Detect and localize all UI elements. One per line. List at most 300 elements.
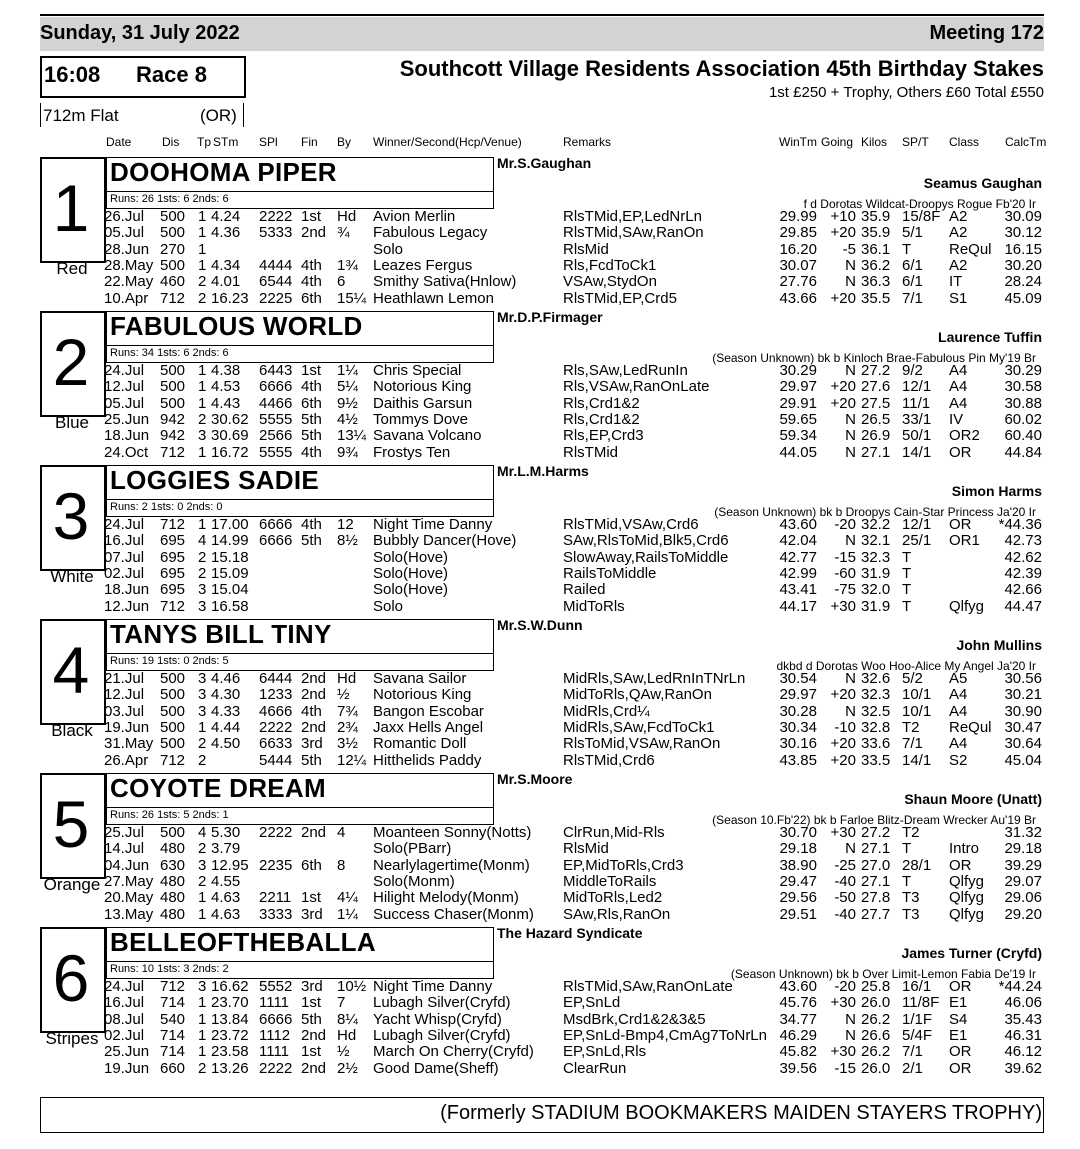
column-header: Class — [949, 135, 980, 149]
form-cell: ¾ — [337, 224, 350, 242]
form-cell: 13.26 — [211, 1059, 249, 1077]
form-cell: 27.8 — [861, 889, 891, 907]
form-cell: Rls,VSAw,RanOnLate — [563, 378, 710, 396]
form-cell: 500 — [160, 362, 186, 379]
form-row — [0, 445, 1080, 461]
form-cell: 4th — [301, 256, 322, 274]
form-cell: 4.36 — [211, 224, 241, 242]
form-cell: Savana Sailor — [373, 670, 467, 687]
name-box-divider — [106, 961, 494, 962]
form-cell: 3 — [198, 686, 207, 704]
form-cell: 35.43 — [1004, 1010, 1042, 1028]
form-cell: T — [902, 240, 912, 258]
form-cell: 6 — [337, 273, 346, 291]
form-cell: 1 — [198, 718, 207, 736]
form-cell: MidToRls — [563, 597, 625, 615]
form-cell: 05.Jul — [104, 224, 145, 242]
form-cell: 3 — [198, 581, 207, 599]
form-cell: MidRls,SAw,FcdToCk1 — [563, 718, 715, 736]
form-cell: 30.29 — [779, 362, 817, 379]
form-cell: Intro — [949, 840, 980, 858]
form-cell: Daithis Garsun — [373, 394, 473, 412]
form-cell: ClrRun,Mid-Rls — [563, 824, 665, 841]
form-cell: 30.21 — [1004, 686, 1042, 704]
trap-colour: White — [50, 567, 94, 586]
form-cell: 1st — [301, 994, 322, 1012]
form-cell: OR — [949, 443, 972, 461]
form-cell: 2 — [198, 410, 207, 428]
form-row — [0, 704, 1080, 720]
form-cell: 39.56 — [779, 1059, 817, 1077]
form-cell: +20 — [830, 394, 856, 412]
form-cell: 31.32 — [1004, 824, 1042, 841]
trap-number: 6 — [52, 941, 90, 1015]
form-row — [0, 209, 1080, 225]
form-cell: 1st — [301, 889, 322, 907]
owner-name: Mr.D.P.Firmager — [497, 309, 603, 325]
form-cell: MiddleToRails — [563, 872, 657, 890]
form-cell: RlsMid — [563, 840, 609, 858]
form-cell: 1 — [198, 1010, 207, 1028]
form-cell: 2/1 — [902, 1059, 923, 1077]
form-cell: 2222 — [259, 824, 293, 841]
form-cell: Solo — [373, 597, 404, 615]
form-cell: 1st — [301, 208, 322, 225]
form-cell: Bubbly Dancer(Hove) — [373, 532, 517, 550]
form-cell: A4 — [949, 735, 968, 753]
form-cell: Rls,FcdToCk1 — [563, 256, 657, 274]
form-cell: 4th — [301, 702, 322, 720]
form-cell: 712 — [160, 978, 186, 995]
form-cell: 16/1 — [902, 978, 932, 995]
trainer-name: Laurence Tuffin — [938, 329, 1042, 345]
form-cell: 5444 — [259, 751, 293, 769]
form-cell: 6th — [301, 394, 322, 412]
form-cell: 46.31 — [1004, 1026, 1042, 1044]
form-cell: 30.90 — [1004, 702, 1042, 720]
form-cell: 07.Jul — [104, 548, 145, 566]
form-cell: 695 — [160, 532, 186, 550]
form-cell: 30.47 — [1004, 718, 1042, 736]
form-cell: 27.May — [104, 872, 154, 890]
form-cell: 27.1 — [861, 840, 891, 858]
form-cell: 02.Jul — [104, 1026, 145, 1044]
form-cell: VSAw,StydOn — [563, 273, 657, 291]
name-box-divider — [106, 345, 494, 346]
form-cell: 15/8F — [902, 208, 941, 225]
form-cell: 15.18 — [211, 548, 249, 566]
form-cell: 9½ — [337, 394, 358, 412]
form-cell: 59.65 — [779, 410, 817, 428]
form-cell: A4 — [949, 702, 968, 720]
form-cell: 30.34 — [779, 718, 817, 736]
form-cell: 23.58 — [211, 1043, 249, 1061]
form-cell: 46.29 — [779, 1026, 817, 1044]
form-cell: 30.88 — [1004, 394, 1042, 412]
form-cell: 26.5 — [861, 410, 891, 428]
form-cell: +30 — [830, 597, 856, 615]
form-cell: 26.6 — [861, 1026, 891, 1044]
form-cell: 4th — [301, 273, 322, 291]
form-cell: 43.85 — [779, 751, 817, 769]
form-row — [0, 566, 1080, 582]
column-header: SP/T — [902, 135, 929, 149]
form-cell: 4th — [301, 443, 322, 461]
form-cell: 29.99 — [779, 208, 817, 225]
form-row — [0, 550, 1080, 566]
form-cell: 695 — [160, 548, 186, 566]
race-time: 16:08 — [44, 62, 101, 87]
form-cell: 5¼ — [337, 378, 358, 396]
form-cell: Good Dame(Sheff) — [373, 1059, 499, 1077]
form-cell: 1 — [198, 378, 207, 396]
trap-number: 1 — [52, 171, 90, 245]
form-cell: 42.04 — [779, 532, 817, 550]
form-cell: 30.69 — [211, 427, 249, 445]
form-cell: 500 — [160, 686, 186, 704]
form-cell: 660 — [160, 1059, 186, 1077]
form-cell: ReQul — [949, 240, 992, 258]
form-row — [0, 671, 1080, 687]
form-cell: 10½ — [337, 978, 367, 995]
form-cell: 28.Jun — [104, 240, 150, 258]
form-cell: 1¼ — [337, 905, 358, 923]
form-cell: 12.Jun — [104, 597, 150, 615]
form-cell: 18.Jun — [104, 427, 150, 445]
form-cell: ReQul — [949, 718, 992, 736]
form-row — [0, 533, 1080, 549]
form-cell: 5552 — [259, 978, 293, 995]
form-cell: -10 — [834, 718, 856, 736]
form-cell: 25.Jun — [104, 410, 150, 428]
form-cell: MsdBrk,Crd1&2&3&5 — [563, 1010, 706, 1028]
form-cell: 500 — [160, 824, 186, 841]
name-box-divider — [106, 499, 494, 500]
form-cell: 4.63 — [211, 905, 241, 923]
form-cell: 32.3 — [861, 686, 891, 704]
form-cell: 2nd — [301, 1026, 327, 1044]
form-cell: 45.04 — [1004, 751, 1042, 769]
form-cell: 1st — [301, 362, 322, 379]
form-cell: 36.2 — [861, 256, 891, 274]
form-cell: 11/1 — [902, 394, 931, 412]
form-cell: 2566 — [259, 427, 293, 445]
form-cell: N — [845, 362, 856, 379]
form-cell: A5 — [949, 670, 968, 687]
form-cell: 30.64 — [1004, 735, 1042, 753]
form-cell: 4.44 — [211, 718, 241, 736]
form-cell: 2222 — [259, 718, 293, 736]
form-cell: 30.28 — [779, 702, 817, 720]
form-row — [0, 720, 1080, 736]
form-cell: Hd — [337, 208, 357, 225]
form-row — [0, 736, 1080, 752]
form-cell: 43.41 — [779, 581, 817, 599]
form-cell: Solo(Hove) — [373, 581, 449, 599]
form-cell: 1 — [198, 1043, 207, 1061]
form-row — [0, 890, 1080, 906]
form-cell: 3333 — [259, 905, 293, 923]
form-cell: 2 — [198, 273, 207, 291]
form-cell: 1 — [198, 224, 207, 242]
form-cell: 26.Jul — [104, 208, 145, 225]
form-cell: 3 — [198, 597, 207, 615]
form-cell: Qlfyg — [949, 905, 985, 923]
form-cell: T3 — [902, 889, 920, 907]
form-cell: MidToRls,QAw,RanOn — [563, 686, 712, 704]
form-row — [0, 412, 1080, 428]
form-row — [0, 582, 1080, 598]
form-cell: T — [902, 872, 912, 890]
form-cell: 712 — [160, 516, 186, 533]
form-cell: 13.May — [104, 905, 154, 923]
form-cell: 08.Jul — [104, 1010, 145, 1028]
form-cell: 18.Jun — [104, 581, 150, 599]
form-cell: 4th — [301, 378, 322, 396]
form-cell: 6th — [301, 856, 322, 874]
form-cell: 6666 — [259, 1010, 293, 1028]
form-cell: 24.Oct — [104, 443, 149, 461]
form-cell: Rls,Crd1&2 — [563, 410, 640, 428]
trap-colour: Red — [56, 259, 88, 278]
form-cell: 36.1 — [861, 240, 891, 258]
form-cell: 27.1 — [861, 443, 891, 461]
form-cell: E1 — [949, 1026, 968, 1044]
column-header: Winner/Second(Hcp/Venue) — [373, 135, 522, 149]
form-cell: OR — [949, 856, 972, 874]
owner-name: Mr.S.Gaughan — [497, 155, 592, 171]
form-cell: 1111 — [259, 1043, 290, 1061]
form-cell: 5/4F — [902, 1026, 933, 1044]
form-cell: 24.Jul — [104, 516, 145, 533]
form-cell: 38.90 — [779, 856, 817, 874]
form-cell: MidRls,SAw,LedRnInTNrLn — [563, 670, 746, 687]
trap-colour: Orange — [43, 875, 101, 894]
form-cell: Notorious King — [373, 686, 472, 704]
form-cell: 2 — [198, 840, 207, 858]
form-cell: 27.2 — [861, 824, 891, 841]
form-cell: 480 — [160, 840, 186, 858]
form-row — [0, 396, 1080, 412]
form-cell: EP,SnLd,Rls — [563, 1043, 647, 1061]
form-cell: 35.9 — [861, 208, 891, 225]
form-cell: 19.Jun — [104, 718, 150, 736]
form-cell: Rls,EP,Crd3 — [563, 427, 644, 445]
form-cell: 16.62 — [211, 978, 249, 995]
form-cell: 2nd — [301, 824, 327, 841]
form-cell: 29.20 — [1004, 905, 1042, 923]
form-cell: 942 — [160, 427, 186, 445]
column-header: Kilos — [861, 135, 888, 149]
form-cell: N — [845, 840, 856, 858]
column-header: CalcTm — [1005, 135, 1047, 149]
form-cell: 712 — [160, 597, 186, 615]
form-cell: SAw,Rls,RanOn — [563, 905, 671, 923]
runner-block — [0, 619, 1080, 773]
form-cell: 3.79 — [211, 840, 241, 858]
form-cell: 480 — [160, 889, 186, 907]
form-cell: 29.18 — [779, 840, 817, 858]
form-cell: Yacht Whisp(Cryfd) — [373, 1010, 502, 1028]
dog-name: TANYS BILL TINY — [110, 619, 332, 649]
form-cell: 3 — [198, 978, 207, 995]
form-cell: ClearRun — [563, 1059, 627, 1077]
form-cell: 30.70 — [779, 824, 817, 841]
form-cell: 3 — [198, 702, 207, 720]
form-cell: 500 — [160, 256, 186, 274]
form-cell: N — [845, 443, 856, 461]
race-prize: 1st £250 + Trophy, Others £60 Total £550 — [768, 84, 1044, 101]
form-cell: 7 — [337, 994, 346, 1012]
form-cell: Solo(PBarr) — [373, 840, 452, 858]
form-cell: 4.46 — [211, 670, 241, 687]
form-cell: 29.97 — [779, 686, 817, 704]
form-row — [0, 599, 1080, 615]
form-cell: 500 — [160, 670, 186, 687]
form-cell: 1 — [198, 994, 207, 1012]
form-row — [0, 995, 1080, 1011]
form-cell: 14.99 — [211, 532, 249, 550]
form-cell: N — [845, 702, 856, 720]
form-cell: 714 — [160, 1026, 186, 1044]
form-cell: 1111 — [259, 994, 290, 1012]
form-cell: SAw,RlsToMid,Blk5,Crd6 — [563, 532, 729, 550]
form-cell: -50 — [834, 889, 856, 907]
form-cell: 60.40 — [1004, 427, 1042, 445]
form-cell: 19.Jun — [104, 1059, 150, 1077]
form-cell: 45.76 — [779, 994, 817, 1012]
name-box-divider — [106, 807, 494, 808]
form-cell: 712 — [160, 751, 186, 769]
footer-note: (Formerly STADIUM BOOKMAKERS MAIDEN STAYERS TROPHY) — [440, 1102, 1042, 1124]
form-cell: +30 — [830, 1043, 856, 1061]
form-cell: 28.24 — [1004, 273, 1042, 291]
form-cell: +20 — [830, 224, 856, 242]
form-cell: 12.Jul — [104, 378, 145, 396]
form-cell: 24.Jul — [104, 362, 145, 379]
form-row — [0, 291, 1080, 307]
form-cell: S4 — [949, 1010, 968, 1028]
form-cell: 29.56 — [779, 889, 817, 907]
meeting-number: Meeting 172 — [929, 22, 1044, 44]
form-cell: 26.0 — [861, 994, 891, 1012]
form-cell: OR1 — [949, 532, 980, 550]
form-cell: N — [845, 532, 856, 550]
form-cell: -20 — [834, 516, 856, 533]
form-cell: March On Cherry(Cryfd) — [373, 1043, 534, 1061]
dog-name: LOGGIES SADIE — [110, 465, 320, 495]
form-cell: N — [845, 1010, 856, 1028]
form-cell: 1 — [198, 443, 207, 461]
trap-colour: Stripes — [45, 1029, 99, 1048]
form-cell: 25.Jun — [104, 1043, 150, 1061]
form-cell: T — [902, 581, 912, 599]
form-cell: EP,SnLd — [563, 994, 621, 1012]
form-cell: 02.Jul — [104, 564, 145, 582]
form-cell: +10 — [830, 208, 856, 225]
form-cell: 15.04 — [211, 581, 249, 599]
form-cell: +30 — [830, 994, 856, 1012]
form-cell: 6443 — [259, 362, 293, 379]
form-cell: 7¾ — [337, 702, 358, 720]
form-cell: 7/1 — [902, 735, 923, 753]
form-cell: 25/1 — [902, 532, 932, 550]
trainer-name: Simon Harms — [951, 483, 1042, 499]
breeding-info: dkbd d Dorotas Woo Hoo-Alice My Angel Ja'20 Ir — [776, 659, 1036, 673]
form-cell: 4¼ — [337, 889, 358, 907]
runner-block — [0, 773, 1080, 927]
form-row — [0, 242, 1080, 258]
runner-block — [0, 311, 1080, 465]
form-cell: 5555 — [259, 443, 293, 461]
form-cell: 3½ — [337, 735, 358, 753]
form-cell: 6666 — [259, 516, 293, 533]
form-cell: EP,MidToRls,Crd3 — [563, 856, 684, 874]
form-cell: RlsTMid,Crd6 — [563, 751, 655, 769]
form-cell: Rls,SAw,LedRunIn — [563, 362, 688, 379]
breeding-info: f d Dorotas Wildcat-Droopys Rogue Fb'20 Ir — [803, 197, 1036, 211]
form-cell: 15.09 — [211, 564, 249, 582]
form-cell: RlsToMid,VSAw,RanOn — [563, 735, 721, 753]
trap-colour: Blue — [54, 413, 90, 432]
form-cell: 20.May — [104, 889, 154, 907]
form-cell: -5 — [842, 240, 856, 258]
form-cell: 46.12 — [1004, 1043, 1042, 1061]
name-box-divider — [106, 653, 494, 654]
form-row — [0, 258, 1080, 274]
form-cell: 5.30 — [211, 824, 241, 841]
form-cell: Smithy Sativa(Hnlow) — [373, 273, 517, 291]
form-cell: 60.02 — [1004, 410, 1042, 428]
form-cell: 2235 — [259, 856, 293, 874]
form-cell: 480 — [160, 872, 186, 890]
form-cell: SlowAway,RailsToMiddle — [563, 548, 729, 566]
form-cell: +20 — [830, 751, 856, 769]
form-row — [0, 687, 1080, 703]
form-cell: +20 — [830, 686, 856, 704]
form-cell: 12.Jul — [104, 686, 145, 704]
form-cell: 500 — [160, 735, 186, 753]
form-cell: 9/2 — [902, 362, 923, 379]
form-cell: 2¾ — [337, 718, 358, 736]
form-cell: 25.8 — [861, 978, 891, 995]
form-cell: Hitthelids Paddy — [373, 751, 482, 769]
form-cell: 14.Jul — [104, 840, 145, 858]
form-cell: 29.51 — [779, 905, 817, 923]
form-cell: 42.66 — [1004, 581, 1042, 599]
form-cell: 1233 — [259, 686, 293, 704]
form-cell: N — [845, 410, 856, 428]
form-cell: Qlfyg — [949, 872, 985, 890]
form-cell: 2 — [198, 751, 207, 769]
form-cell: +20 — [830, 289, 856, 307]
form-cell: 1 — [198, 394, 207, 412]
owner-name: Mr.L.M.Harms — [497, 463, 589, 479]
form-cell: Nearlylagertime(Monm) — [373, 856, 530, 874]
form-row — [0, 1012, 1080, 1028]
race-grade: (OR) — [200, 106, 237, 125]
form-cell: 16.72 — [211, 443, 249, 461]
form-cell: 4.34 — [211, 256, 241, 274]
runner-block — [0, 465, 1080, 619]
form-cell: 42.62 — [1004, 548, 1042, 566]
form-cell: 34.77 — [779, 1010, 817, 1028]
form-cell: 12¼ — [337, 751, 367, 769]
form-row — [0, 841, 1080, 857]
form-cell: Notorious King — [373, 378, 472, 396]
form-cell: 10.Apr — [104, 289, 149, 307]
form-cell: 6666 — [259, 532, 293, 550]
